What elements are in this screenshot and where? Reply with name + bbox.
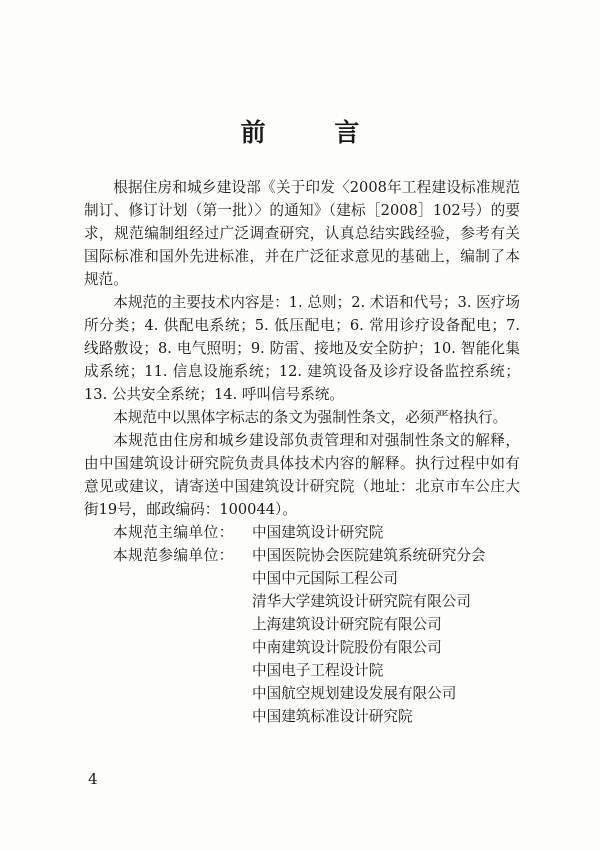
chief-editor-name: 中国建筑设计研究院 xyxy=(252,524,384,541)
participating-list xyxy=(252,544,520,728)
participating-unit: 中国建筑标准设计研究院 xyxy=(252,708,413,725)
participating-unit: 中南建筑设计院股份有限公司 xyxy=(252,639,442,656)
participating-label: 本规范参编单位： xyxy=(113,547,234,564)
participating-units-row xyxy=(84,544,520,728)
participating-unit: 上海建筑设计研究院有限公司 xyxy=(252,616,442,633)
chief-editor-row xyxy=(84,521,520,544)
participating-unit: 清华大学建筑设计研究院有限公司 xyxy=(252,593,471,610)
participating-unit: 中国中元国际工程公司 xyxy=(252,570,398,587)
paragraph-mandatory: 本规范中以黑体字标志的条文为强制性条文，必须严格执行。 xyxy=(113,409,508,426)
paragraph-management: 本规范由住房和城乡建设部负责管理和对强制性条文的解释，由中国建筑设计研究院负责具体技术内容的解释。执行过程中如有意见或建议，请寄送中国建筑设计研究院（地址：北京市车公庄大街19号，邮政编码：100044）。 xyxy=(84,432,520,518)
page-title: 前 言 xyxy=(240,118,390,147)
editing-units xyxy=(84,521,520,728)
participating-unit: 中国医院协会医院建筑系统研究分会 xyxy=(252,547,486,564)
participating-unit: 中国电子工程设计院 xyxy=(252,662,384,679)
chief-editor-label: 本规范主编单位： xyxy=(113,524,234,541)
paragraph-basis: 根据住房和城乡建设部《关于印发〈2008年工程建设标准规范制订、修订计划（第一批）〉的通知》（建标［2008］102号）的要求，规范编制组经过广泛调查研究，认真总结实践经验，参考有关国际标准和国外先进标准，并在广泛征求意见的基础上，编制了本规范。 xyxy=(84,179,520,288)
page-number: 4 xyxy=(88,770,98,788)
participating-unit: 中国航空规划建设发展有限公司 xyxy=(252,685,457,702)
preface-body xyxy=(84,176,520,728)
paragraph-contents: 本规范的主要技术内容是：1. 总则；2. 术语和代号；3. 医疗场所分类；4. 供配电系统；5. 低压配电；6. 常用诊疗设备配电；7. 线路敷设；8. 电气照明；9. 防雷、接地及安全防护；10. 智能化集成系统；11. 信息设施系统；12. 建筑设备及诊疗设备监控系统；13. 公共安全系统；14. 呼叫信号系统。 xyxy=(84,294,520,403)
